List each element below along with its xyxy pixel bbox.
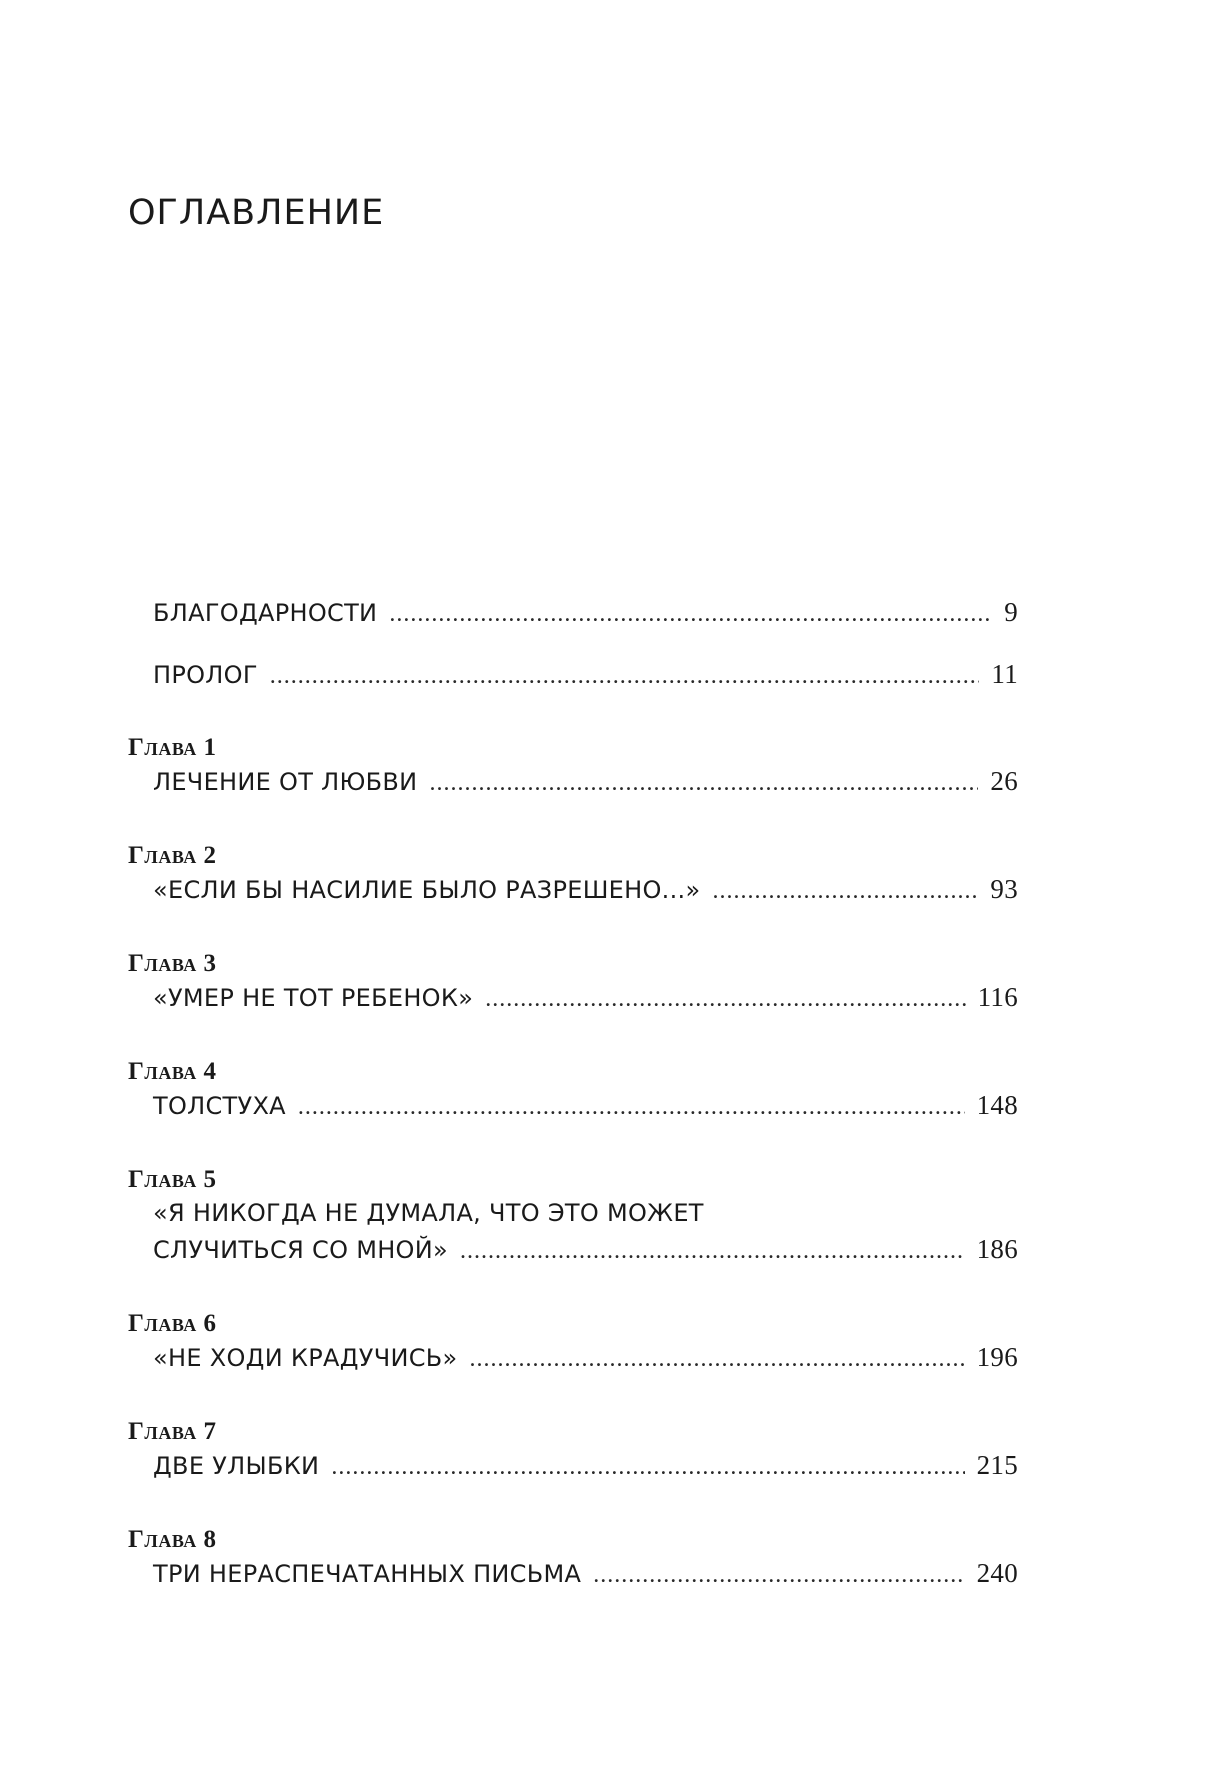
toc-page-number: 116 [977, 982, 1018, 1012]
toc-line [128, 871, 1018, 907]
chapter-label: Глава 6 [128, 1310, 217, 1337]
dot-leader [298, 1089, 965, 1125]
toc-entry-acknowledgements [128, 594, 1018, 630]
chapter-label: Глава 8 [128, 1526, 217, 1553]
dot-leader [460, 1233, 965, 1269]
toc-page-number: 93 [990, 874, 1018, 904]
toc-page-number: 26 [990, 766, 1018, 796]
chapter-title: ЛЕЧЕНИЕ ОТ ЛЮБВИ [153, 768, 418, 796]
chapter-title: ТРИ НЕРАСПЕЧАТАННЫХ ПИСЬМА [153, 1560, 582, 1588]
chapter-label: Глава 3 [128, 950, 217, 977]
toc-entry-prologue [128, 656, 1018, 692]
toc-entry-chapter-5 [128, 1165, 1018, 1267]
chapter-label: Глава 4 [128, 1058, 217, 1085]
toc-entry-chapter-6 [128, 1309, 1018, 1375]
dot-leader [712, 873, 978, 909]
dot-leader [593, 1557, 964, 1593]
toc-entry-title: ПРОЛОГ [153, 661, 258, 689]
chapter-title-line-2: СЛУЧИТЬСЯ СО МНОЙ» [153, 1236, 448, 1264]
toc-entry-chapter-1 [128, 733, 1018, 799]
page-title: ОГЛАВЛЕНИЕ [128, 193, 385, 233]
chapter-label: Глава 7 [128, 1418, 217, 1445]
dot-leader [270, 658, 980, 694]
toc-page-number: 240 [976, 1558, 1018, 1588]
toc-line [128, 1231, 1018, 1267]
toc-line [128, 1447, 1018, 1483]
toc-line [128, 1555, 1018, 1591]
chapter-title: «ЕСЛИ БЫ НАСИЛИЕ БЫЛО РАЗРЕШЕНО...» [153, 876, 701, 904]
toc-line [128, 1087, 1018, 1123]
toc-entry-title: БЛАГОДАРНОСТИ [153, 599, 378, 627]
chapter-title: ТОЛСТУХА [153, 1092, 286, 1120]
dot-leader [485, 981, 965, 1017]
chapter-title: «УМЕР НЕ ТОТ РЕБЕНОК» [153, 984, 474, 1012]
toc-entry-chapter-3 [128, 949, 1018, 1015]
toc-page-number: 148 [976, 1090, 1018, 1120]
toc-entry-chapter-8 [128, 1525, 1018, 1591]
chapter-label: Глава 2 [128, 842, 217, 869]
toc-page-number: 196 [976, 1342, 1018, 1372]
toc-page-number: 9 [1004, 597, 1018, 627]
dot-leader [470, 1341, 965, 1377]
toc-line [128, 979, 1018, 1015]
toc-line [128, 763, 1018, 799]
chapter-label: Глава 1 [128, 734, 217, 761]
toc-line [128, 656, 1018, 692]
toc-line [128, 594, 1018, 630]
chapter-title: ДВЕ УЛЫБКИ [153, 1452, 320, 1480]
toc-page-number: 186 [976, 1234, 1018, 1264]
chapter-title-line-1: «Я НИКОГДА НЕ ДУМАЛА, ЧТО ЭТО МОЖЕТ [153, 1199, 704, 1227]
dot-leader [389, 596, 990, 632]
dot-leader [331, 1449, 964, 1485]
chapter-title: «НЕ ХОДИ КРАДУЧИСЬ» [153, 1344, 458, 1372]
toc-entry-chapter-4 [128, 1057, 1018, 1123]
dot-leader [429, 765, 978, 801]
toc-entry-chapter-2 [128, 841, 1018, 907]
toc-page-number: 215 [976, 1450, 1018, 1480]
toc-page-number: 11 [991, 659, 1018, 689]
toc-entry-chapter-7 [128, 1417, 1018, 1483]
chapter-label: Глава 5 [128, 1166, 217, 1193]
toc-line [128, 1195, 1018, 1231]
table-of-contents [128, 594, 1018, 1591]
toc-line [128, 1339, 1018, 1375]
